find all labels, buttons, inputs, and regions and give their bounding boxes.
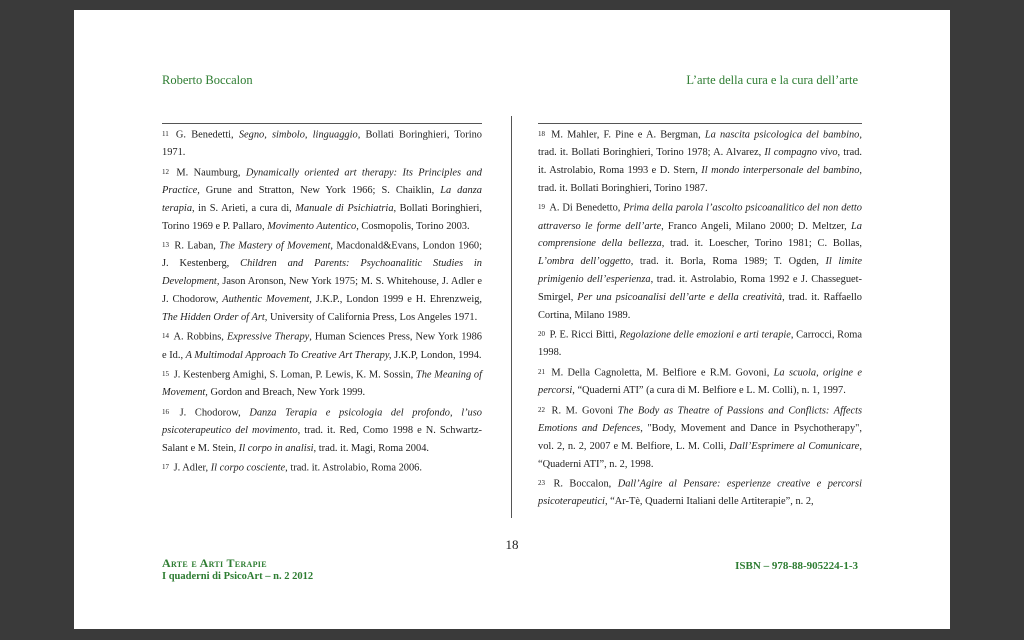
footnote-text: , Carrocci, Roma 1998. bbox=[538, 329, 862, 359]
footnote-title: The Hidden Order of Art, bbox=[162, 311, 268, 323]
footnote-text: M. Mahler, F. Pine e A. Bergman, bbox=[547, 129, 705, 141]
column-divider bbox=[511, 116, 512, 518]
footnote-text: M. Naumburg, bbox=[171, 167, 246, 179]
footnote bbox=[538, 475, 862, 511]
footnote-number: 15 bbox=[162, 370, 169, 379]
footnote-text: , Gordon and Breach, New York 1999. bbox=[205, 387, 366, 399]
footnote-text: J. Kestenberg Amighi, S. Loman, P. Lewis, K. M. Sossin, bbox=[171, 369, 416, 381]
footnote-number: 23 bbox=[538, 479, 545, 488]
footnote-text: J. Adler, bbox=[171, 462, 211, 474]
footnote-text: J. Chodorow, bbox=[171, 407, 250, 419]
footnote-text: P. E. Ricci Bitti, bbox=[547, 329, 620, 341]
footnote-title: Expressive Therapy bbox=[226, 331, 310, 343]
footnote-text: M. Della Cagnoletta, M. Belfiore e R.M. Govoni, bbox=[547, 367, 774, 379]
footnote-number: 12 bbox=[162, 167, 169, 176]
footnote-text: , Human Sciences Press, New York 1986 e Id., bbox=[162, 331, 482, 361]
footnote-text: J.K.P, London, 1994. bbox=[391, 349, 482, 361]
footnote-text: trad. it. Bollati Boringhieri, Torino 1978; A. Alvarez, bbox=[538, 147, 765, 159]
footnote-title: Il limite primigenio dell’esperienza bbox=[538, 256, 863, 286]
footnote-text: , Franco Angeli, Milano 2000; D. Meltzer, bbox=[661, 220, 852, 232]
footnote-text: A. Robbins, bbox=[171, 331, 227, 343]
footnote-text: , “Quaderni ATI” (a cura di M. Belfiore e L. M. Colli), n. 1, 1997. bbox=[572, 385, 846, 397]
footnote-title: Dall’Agire al Pensare: esperienze creative e percorsi psicoterapeutici bbox=[538, 478, 862, 508]
footnote bbox=[162, 164, 482, 236]
footnote-text: Bollati Boringhieri, Torino 1971. bbox=[162, 129, 482, 159]
footnote-text: , trad. it. Astrolabio, Roma 2006. bbox=[285, 462, 422, 474]
left-column-rule bbox=[162, 123, 482, 124]
footnote-title: Prima della parola l’ascolto psicoanalitico del non detto attraverso le forme dell’arte bbox=[538, 202, 862, 232]
footnote-text: , trad. it. Magi, Roma 2004. bbox=[313, 442, 429, 454]
footnote bbox=[162, 366, 482, 402]
footnotes-right-column bbox=[538, 126, 862, 513]
footnote-text: R. Laban, bbox=[171, 240, 220, 252]
footnote-title: La comprensione della bellezza bbox=[538, 220, 862, 250]
footnote-text: G. Benedetti, bbox=[170, 129, 239, 141]
footnote-title: The Meaning of Movement bbox=[162, 369, 482, 399]
footnote-title: L’ombra dell’oggetto bbox=[538, 256, 631, 268]
right-column-rule bbox=[538, 123, 862, 124]
footnote-title: Danza Terapia e psicologia del profondo, l’uso psicoterapeutico del movimento bbox=[162, 407, 482, 437]
footnote-text: , Bollati Boringhieri, Torino 1969 e P. Pallaro, bbox=[162, 202, 482, 232]
footnotes-left-column bbox=[162, 126, 482, 479]
footnote-text: , trad. it. Astrolabio, Roma 1992 e J. Chasseguet-Smirgel, bbox=[538, 274, 862, 303]
footnote-title: Regolazione delle emozioni e arti terapie bbox=[619, 329, 791, 341]
footnote-title: The Body as Theatre of Passions and Conflicts: Affects Emotions and Defences bbox=[538, 405, 862, 434]
page-number: 18 bbox=[505, 537, 519, 552]
footnote bbox=[162, 328, 482, 364]
footnote-text: , “Ar-Tè, Quaderni Italiani delle Artiterapie”, n. 2, bbox=[604, 496, 814, 508]
footnote-text: R. M. Govoni bbox=[547, 405, 618, 417]
footnote-title: Segno, simbolo, linguaggio, bbox=[238, 129, 361, 141]
footnote-text: A. Di Benedetto, bbox=[547, 202, 624, 214]
footnote-number: 17 bbox=[162, 463, 169, 472]
footnote bbox=[538, 364, 862, 400]
footnote bbox=[538, 402, 862, 474]
running-header-title: L’arte della cura e la cura dell’arte bbox=[686, 73, 858, 87]
footnote-text: J.K.P., London 1999 e H. Ehrenzweig, bbox=[311, 294, 482, 306]
footer-isbn: ISBN – 978-88-905224-1-3 bbox=[735, 560, 858, 572]
footnote-title: La danza terapia bbox=[162, 185, 482, 214]
footnote-number: 16 bbox=[162, 407, 169, 416]
footnote-title: Manuale di Psichiatria bbox=[295, 202, 394, 214]
footnote bbox=[538, 326, 862, 362]
footer-series-title: Arte e Arti Terapie bbox=[162, 556, 267, 570]
footnote-title: Movimento Autentico bbox=[267, 220, 357, 232]
footnote-title: Dynamically oriented art therapy: Its Principles and Practice, bbox=[162, 167, 482, 197]
footnote bbox=[162, 459, 482, 477]
footnote bbox=[162, 404, 482, 458]
footnote-number: 11 bbox=[162, 130, 169, 138]
footnote bbox=[538, 126, 862, 198]
footnote-text: , trad. it. Raffaello Cortina, Milano 1989. bbox=[538, 291, 863, 321]
footer-publication bbox=[162, 556, 313, 582]
footnote-title: Il compagno vivo bbox=[764, 147, 838, 159]
footnote-title: Il corpo cosciente bbox=[210, 462, 286, 474]
footnote-text: R. Boccalon, bbox=[547, 478, 618, 490]
footnote-text: , Cosmopolis, Torino 2003. bbox=[356, 220, 470, 232]
footnote-title: La scuola, origine e percorsi bbox=[538, 367, 862, 397]
footnote-number: 21 bbox=[538, 367, 545, 376]
footnote-text: Grune and Stratton, New York 1966; S. Chaiklin, bbox=[199, 185, 441, 197]
footnote-title: La nascita psicologica del bambino, bbox=[704, 129, 862, 141]
footnote-text: University of California Press, Los Angeles 1971. bbox=[267, 311, 478, 323]
footnote-number: 18 bbox=[538, 130, 545, 138]
footnote-title: Authentic Movement, bbox=[222, 294, 312, 306]
footnote-title: Il corpo in analisi bbox=[238, 442, 314, 454]
footnote-number: 22 bbox=[538, 405, 545, 414]
running-header-author: Roberto Boccalon bbox=[162, 73, 253, 87]
footnote bbox=[162, 126, 482, 162]
footer-issue: I quaderni di PsicoArt – n. 2 2012 bbox=[162, 571, 314, 582]
footnote-text: , trad. it. Red, Como 1998 e N. Schwartz-Salant e M. Stein, bbox=[162, 425, 483, 454]
footnote bbox=[162, 237, 482, 326]
footnote-number: 14 bbox=[162, 332, 169, 341]
footnote-number: 19 bbox=[538, 203, 545, 212]
document-page bbox=[74, 10, 950, 629]
footnote-title: Per una psicoanalisi dell’arte e della creatività bbox=[577, 291, 783, 303]
footnote-text: , “Quaderni ATI”, n. 2, 1998. bbox=[538, 440, 862, 470]
footnote bbox=[538, 199, 862, 324]
footnote-text: , Macdonald&Evans, London 1960; J. Kestenberg, bbox=[162, 240, 482, 270]
footnote-text: , trad. it. Bollati Boringhieri, Torino 1987. bbox=[538, 165, 862, 194]
footnote-text: , trad. it. Astrolabio, Roma 1993 e D. Stern, bbox=[538, 147, 862, 177]
footnote-number: 20 bbox=[538, 330, 545, 339]
footnote-title: A Multimodal Approach To Creative Art Therapy, bbox=[185, 349, 392, 361]
footnote-text: Jason Aronson, New York 1975; M. S. Whitehouse, J. Adler e J. Chodorow, bbox=[162, 276, 482, 306]
footnote-title: Il mondo interpersonale del bambino bbox=[701, 165, 860, 177]
footnote-title: Dall’Esprimere al Comunicare bbox=[729, 440, 860, 452]
footnote-title: Children and Parents: Psychoanalitic Studies in Development, bbox=[162, 258, 482, 288]
footnote-text: , trad. it. Borla, Roma 1989; T. Ogden, bbox=[630, 256, 826, 268]
footnote-text: , in S. Arieti, a cura di, bbox=[192, 202, 296, 214]
footnote-title: The Mastery of Movement bbox=[219, 240, 331, 252]
footnote-text: , trad. it. Loescher, Torino 1981; C. Bollas, bbox=[661, 238, 862, 250]
footnote-text: , "Body, Movement and Dance in Psychotherapy", vol. 2, n. 2, 2007 e M. Belfiore, L. M. Colli, bbox=[538, 423, 862, 452]
footnote-number: 13 bbox=[162, 241, 169, 250]
